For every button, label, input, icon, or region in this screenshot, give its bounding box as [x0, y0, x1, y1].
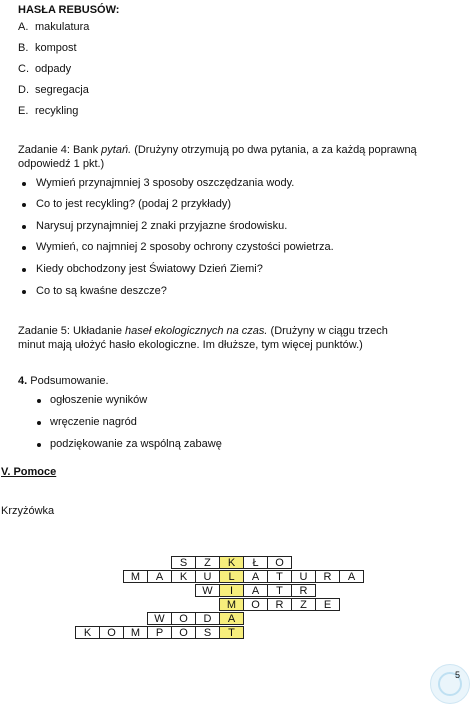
list-item — [18, 62, 72, 76]
crossword-cell: O — [171, 626, 196, 639]
crossword-cell: R — [315, 570, 340, 583]
zadanie5-label: Zadanie 5: Układanie — [18, 325, 126, 337]
crossword-cell: O — [243, 598, 268, 611]
crossword-cell: K — [171, 570, 196, 583]
bullet-icon — [22, 203, 26, 207]
crossword-cell: A — [339, 570, 364, 583]
bullet-icon — [37, 399, 41, 403]
list-letter: A. — [18, 21, 29, 33]
zadanie4-title: pytań. — [101, 144, 132, 156]
crossword-cell: M — [123, 626, 148, 639]
bullet-icon — [37, 443, 41, 447]
crossword-cell: U — [195, 570, 220, 583]
bullet-icon — [22, 246, 26, 250]
list-text: kompost — [35, 42, 77, 54]
crossword-key-cell: L — [219, 570, 244, 583]
crossword-cell: D — [195, 612, 220, 625]
list-item — [18, 41, 77, 55]
list-letter: C. — [18, 63, 29, 75]
bullet-icon — [22, 182, 26, 186]
crossword-key-cell: K — [219, 556, 244, 569]
crossword-cell: O — [171, 612, 196, 625]
crossword-key-cell: M — [219, 598, 244, 611]
page-badge — [430, 664, 470, 704]
list-item: Kiedy obchodzony jest Światowy Dzień Ziemi? — [36, 263, 263, 275]
crossword-key-cell: T — [219, 626, 244, 639]
list-item — [18, 20, 90, 34]
page-number: 5 — [455, 670, 461, 680]
crossword-cell: Z — [291, 598, 316, 611]
krzyzowka-label: Krzyżówka — [1, 505, 55, 517]
zadanie4-label: Zadanie 4: Bank — [18, 144, 102, 156]
list-item: Narysuj przynajmniej 2 znaki przyjazne środowisku. — [36, 220, 288, 232]
crossword-cell: T — [267, 570, 292, 583]
crossword-cell: U — [291, 570, 316, 583]
list-item: Co to są kwaśne deszcze? — [36, 285, 167, 297]
crossword-cell: Ł — [243, 556, 268, 569]
crossword-cell: O — [99, 626, 124, 639]
list-text: recykling — [35, 105, 79, 117]
crossword-cell: A — [147, 570, 172, 583]
crossword-cell: R — [291, 584, 316, 597]
crossword-cell: S — [195, 626, 220, 639]
section-number: 4. — [18, 375, 28, 387]
crossword-key-cell: A — [219, 612, 244, 625]
bullet-icon — [22, 290, 26, 294]
list-item — [18, 104, 79, 118]
list-text: odpady — [35, 63, 72, 75]
crossword-cell: O — [267, 556, 292, 569]
crossword-cell: A — [243, 584, 268, 597]
list-item: ogłoszenie wyników — [50, 394, 148, 406]
zadanie4-description: (Drużyny otrzymują po dwa pytania, a za każdą poprawną — [131, 144, 417, 156]
zadanie5-title: haseł ekologicznych na czas. — [125, 325, 268, 337]
podsumowanie-heading — [18, 374, 109, 388]
list-text: segregacja — [35, 84, 89, 96]
crossword-cell: T — [267, 584, 292, 597]
bullet-icon — [22, 225, 26, 229]
zadanie5-description: (Drużyny w ciągu trzech — [267, 325, 388, 337]
crossword-key-cell: I — [219, 584, 244, 597]
list-item: Wymień przynajmniej 3 sposoby oszczędzania wody. — [36, 177, 295, 189]
crossword-cell: S — [171, 556, 196, 569]
pomoce-title: V. Pomoce — [1, 466, 57, 478]
crossword-cell: A — [243, 570, 268, 583]
crossword-cell: P — [147, 626, 172, 639]
zadanie4-heading — [18, 143, 417, 157]
list-item: Wymień, co najmniej 2 sposoby ochrony czystości powietrza. — [36, 241, 334, 253]
list-letter: E. — [18, 105, 29, 117]
crossword-cell: E — [315, 598, 340, 611]
crossword-cell: Z — [195, 556, 220, 569]
list-letter: B. — [18, 42, 29, 54]
crossword-cell: R — [267, 598, 292, 611]
list-item — [18, 83, 89, 97]
list-item: Co to jest recykling? (podaj 2 przykłady) — [36, 198, 232, 210]
list-item: podziękowanie za wspólną zabawę — [50, 438, 222, 450]
bullet-icon — [22, 268, 26, 272]
zadanie5-heading — [18, 324, 388, 338]
list-letter: D. — [18, 84, 29, 96]
zadanie5-description-line2: minut mają ułożyć hasło ekologiczne. Im dłuższe, tym więcej punktów.) — [18, 339, 363, 351]
crossword-cell: K — [75, 626, 100, 639]
zadanie4-description-line2: odpowiedź 1 pkt.) — [18, 158, 105, 170]
haslo-title: HASŁA REBUSÓW: — [18, 4, 120, 16]
section-title: Podsumowanie. — [27, 375, 109, 387]
crossword-cell: W — [147, 612, 172, 625]
list-item: wręczenie nagród — [50, 416, 137, 428]
list-text: makulatura — [35, 21, 90, 33]
crossword-cell: M — [123, 570, 148, 583]
bullet-icon — [37, 421, 41, 425]
crossword-cell: W — [195, 584, 220, 597]
